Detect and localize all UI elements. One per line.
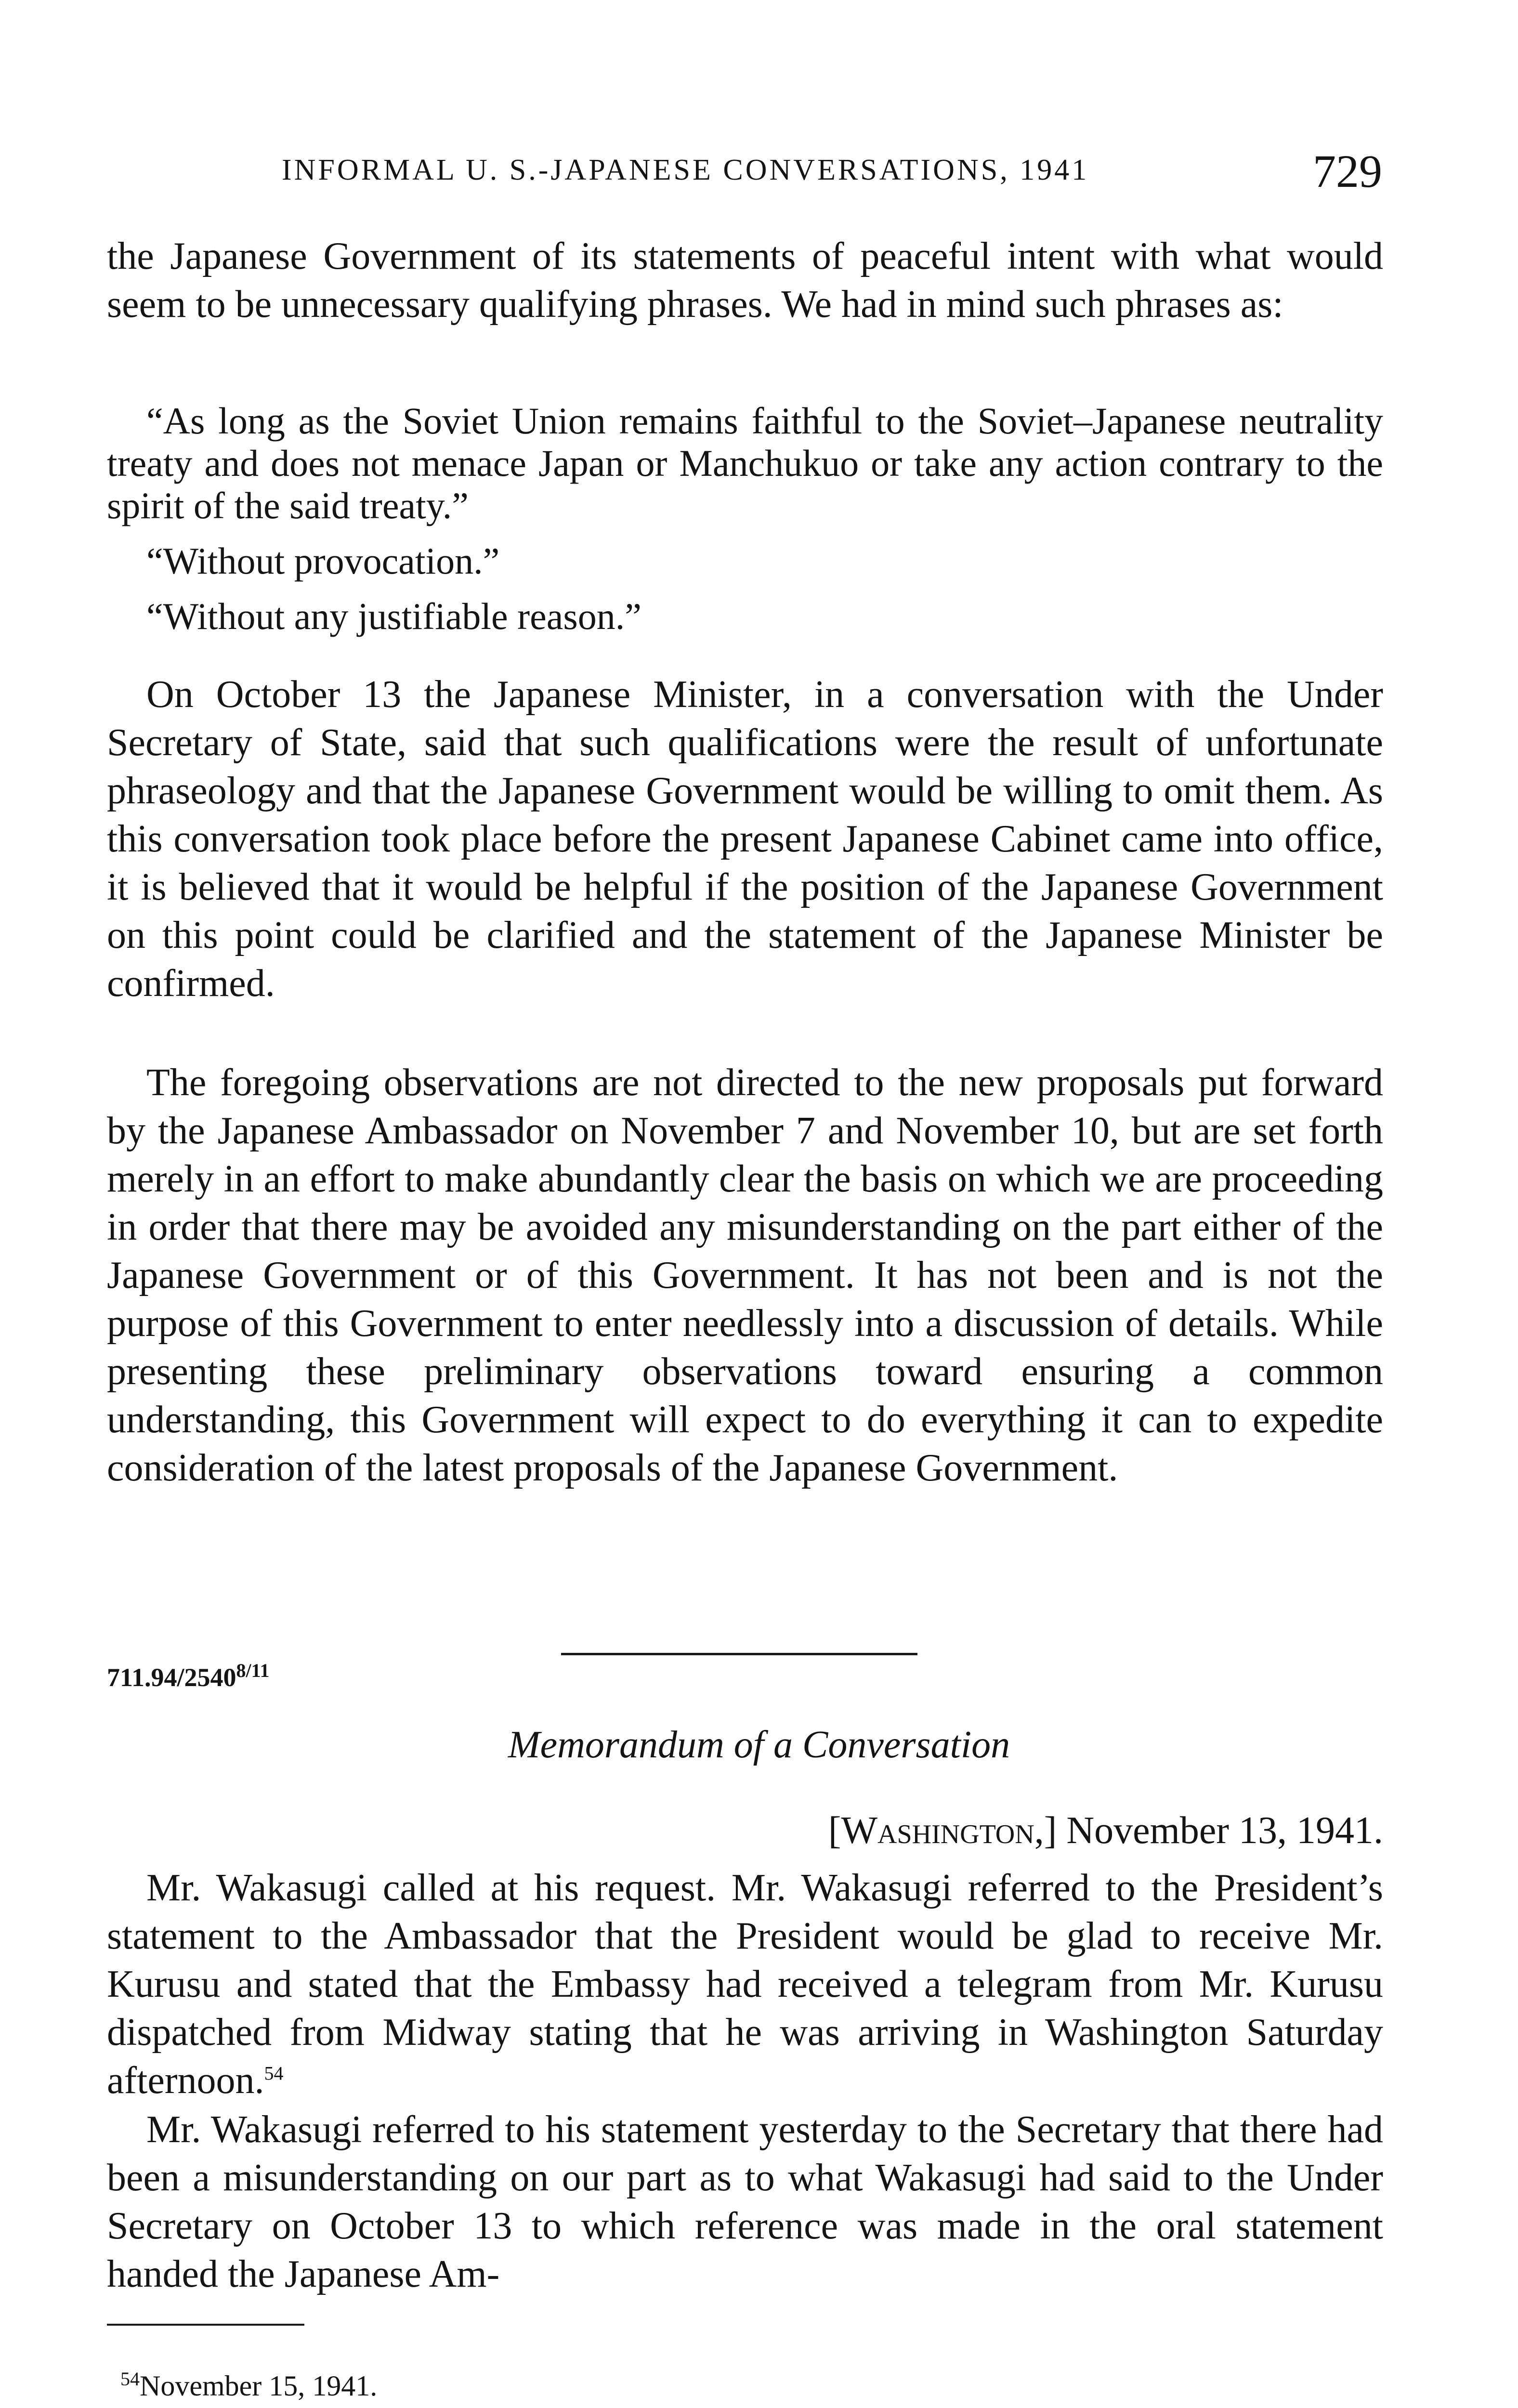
file-reference: $711.94/2540^{8/11}$ — [107, 1660, 270, 1692]
dateline-place: [Washington,] — [828, 1809, 1057, 1852]
footnote: $^{54}$November 15, 1941. — [120, 2368, 378, 2402]
dateline — [828, 1809, 1383, 1853]
paragraph: On October 13 the Japanese Minister, in a conversation with the Under Secretary of State, said that such qualifications were the result of unfortunate phraseology and that the Japanese Government would be willing to omit them. As this conversation took place before the present Japanese Cabinet came into office, it is believed that it would be helpful if the position of the Japanese Government on this point could be clarified and the statement of the Japanese Minister be confirmed. — [107, 673, 1383, 1005]
section-divider — [561, 1653, 917, 1655]
paragraph-continuation: the Japanese Government of its statements of peaceful intent with what would seem to be unnecessary qualifying phrases. We had in mind such phrases as: — [107, 235, 1383, 326]
dateline-date: November 13, 1941. — [1066, 1809, 1383, 1852]
block-quote: “Without any justifiable reason.” — [146, 595, 641, 637]
page-header — [111, 144, 1382, 202]
paragraph: Mr. Wakasugi called at his request. Mr. Wakasugi referred to the President’s statement to the Ambassador that the President would be glad to receive Mr. Kurusu and stated that the Embassy had received a telegram from Mr. Kurusu dispatched from Midway stating that he was arriving in Washington Saturday afternoon.$^{54}$ — [107, 1867, 1383, 2102]
memo-title: Memorandum of a Conversation — [508, 1724, 1010, 1766]
footnote-ref: 54 — [264, 2062, 284, 2084]
paragraph: Mr. Wakasugi referred to his statement yesterday to the Secretary that there had been a misunderstanding on our part as to what Wakasugi had said to the Under Secretary on October 13 to which reference was made in the oral statement handed the Japanese Am- — [107, 2108, 1383, 2295]
paragraph: The foregoing observations are not directed to the new proposals put forward by the Japanese Ambassador on November 7 and November 10, but are set forth merely in an effort to make abundantly clear the basis on which we are proceeding in order that there may be avoided any misunderstanding on the part either of the Japanese Government or of this Government. It has not been and is not the purpose of this Government to enter needlessly into a discussion of details. While presenting these preliminary observations toward ensuring a common understanding, this Government will expect to do everything it can to expedite consideration of the latest proposals of the Japanese Government. — [107, 1061, 1383, 1489]
block-quote: “As long as the Soviet Union remains faithful to the Soviet–Japanese neutrality treaty and does not menace Japan or Manchukuo or take any action contrary to the spirit of the said treaty.” — [107, 400, 1383, 526]
running-head: INFORMAL U. S.-JAPANESE CONVERSATIONS, 1941 — [282, 154, 1089, 186]
footnote-divider — [107, 2324, 304, 2326]
block-quote: “Without provocation.” — [146, 540, 500, 582]
page-number: 729 — [1313, 145, 1382, 197]
